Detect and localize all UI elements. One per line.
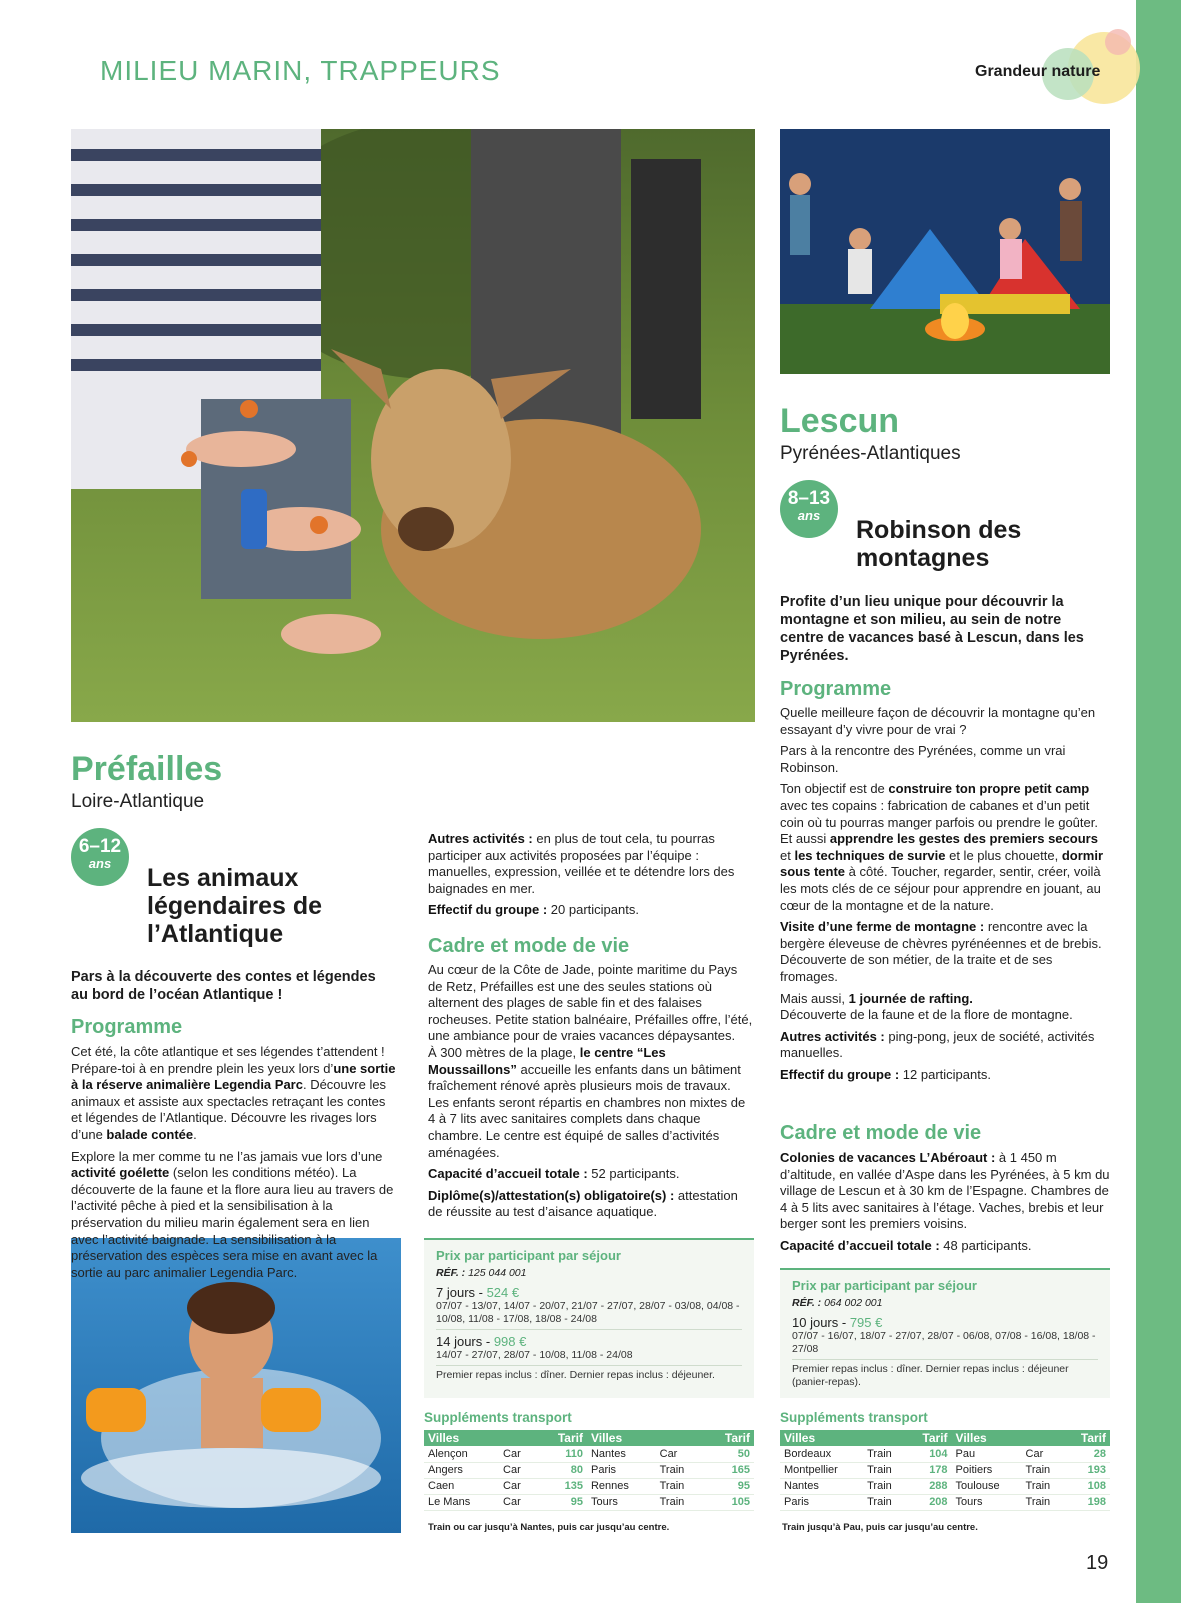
table-row: Bordeaux Train 104 Pau Car 28 xyxy=(780,1446,1110,1462)
session-dates: 07/07 - 13/07, 14/07 - 20/07, 21/07 - 27/07, 28/07 - 03/08, 04/08 - 10/08, 11/08 - 17/08, 18/08 - 24/08 xyxy=(436,1300,742,1330)
deer-children-photo xyxy=(71,129,755,722)
lescun-transport-table xyxy=(780,1430,1110,1511)
prefailles-cadre-text xyxy=(428,962,755,1221)
prefailles-programme-text xyxy=(71,1044,396,1281)
col-header: Villes xyxy=(587,1430,704,1446)
col-header: Villes xyxy=(780,1430,907,1446)
prefailles-cadre-heading: Cadre et mode de vie xyxy=(428,935,630,957)
paragraph: Au cœur de la Côte de Jade, pointe maritime du Pays de Retz, Préfailles est une des seules stations où alternent des plages de sable fin et des falaises rocheuses. Petite station balnéaire, Préfailles offre, l’été, une ambiance pour de vraies vacances dépaysantes. xyxy=(428,962,753,1044)
capacite: Capacité d’accueil totale : 52 participants. xyxy=(428,1166,680,1182)
ref-number: RÉF. : 064 002 001 xyxy=(792,1297,883,1309)
ref-number: RÉF. : 125 044 001 xyxy=(436,1267,527,1279)
paragraph: Cet été, la côte atlantique et ses légendes t’attendent ! Prépare-toi à en prendre plein les yeux lors d’une sortie à la réserve animalière Legendia Parc. Découvre les animaux et assiste aux spectacles retraçant les contes et légendes de l’Atlantique. Découvre les rivages lors d’une balade contée. xyxy=(71,1044,396,1142)
lescun-cadre-text xyxy=(780,1150,1110,1255)
prefailles-programme-heading: Programme xyxy=(71,1016,183,1038)
table-row: Montpellier Train 178 Poitiers Train 193 xyxy=(780,1462,1110,1478)
lescun-lead: Profite d’un lieu unique pour découvrir la montagne et son milieu, au sein de notre centre de vacances basé à Lescun, dans les Pyrénées. xyxy=(780,594,1084,664)
duration-price: 14 jours - 998 € xyxy=(436,1334,527,1349)
capacite: Capacité d’accueil totale : 48 participants. xyxy=(780,1237,1032,1253)
lescun-transport-footnote: Train jusqu’à Pau, puis car jusqu’au centre. xyxy=(782,1522,978,1533)
col-header: Tarif xyxy=(704,1430,754,1446)
table-row: Alençon Car 110 Nantes Car 50 xyxy=(424,1446,754,1462)
lescun-age-badge xyxy=(780,480,838,538)
age-unit: ans xyxy=(797,508,821,523)
prefailles-transport-table xyxy=(424,1430,754,1511)
age-range: 6–12 xyxy=(78,836,122,857)
col-header: Villes xyxy=(952,1430,1066,1446)
lescun-programme-heading: Programme xyxy=(780,678,892,700)
lescun-cadre-heading: Cadre et mode de vie xyxy=(780,1122,982,1144)
lescun-transport-heading: Suppléments transport xyxy=(780,1410,928,1425)
col-header: Tarif xyxy=(907,1430,952,1446)
table-row: Nantes Train 288 Toulouse Train 108 xyxy=(780,1478,1110,1494)
paragraph: Explore la mer comme tu ne l’as jamais vue lors d’une activité goélette (selon les conditions météo). La découverte de la faune et la flore aura lieu au travers de l’activité pêche à pied et la sensibilisation à la préservation du milieu marin également sera en lien avec l’activité baignade. La sensibilisation à la préservation des espèces sera mise en avant avec la sortie au parc animalier Legendia Parc. xyxy=(71,1148,394,1280)
table-row: Caen Car 135 Rennes Train 95 xyxy=(424,1478,754,1494)
lescun-programme-text xyxy=(780,705,1110,1083)
prefailles-price-box xyxy=(424,1238,754,1398)
effectif: Effectif du groupe : 20 participants. xyxy=(428,902,639,918)
col-header: Tarif xyxy=(1065,1430,1110,1446)
table-row: Paris Train 208 Tours Train 198 xyxy=(780,1494,1110,1510)
meals-note: Premier repas inclus : dîner. Dernier repas inclus : déjeuner (panier-repas). xyxy=(792,1363,1069,1388)
paragraph: Quelle meilleure façon de découvrir la montagne qu’en essayant d’y vivre pour de vrai ? xyxy=(780,705,1096,737)
green-sidebar xyxy=(1136,0,1181,1603)
table-row: Le Mans Car 95 Tours Train 105 xyxy=(424,1494,754,1510)
table-row: Angers Car 80 Paris Train 165 xyxy=(424,1462,754,1478)
paragraph: Visite d’une ferme de montagne : rencontre avec la bergère éleveuse de chèvres pyrénéennes et de brebis. Découverte de son métier, de la traite et de ses fromages. xyxy=(780,919,1102,984)
age-range: 8–13 xyxy=(787,488,831,509)
prefailles-region: Loire-Atlantique xyxy=(71,791,205,812)
page-number: 19 xyxy=(1086,1552,1109,1574)
diplome: Diplôme(s)/attestation(s) obligatoire(s) : attestation de réussite au test d’aisance aquatique. xyxy=(428,1187,738,1220)
duration-price: 10 jours - 795 € xyxy=(792,1315,883,1330)
session-dates: 07/07 - 16/07, 18/07 - 27/07, 28/07 - 06/08, 07/08 - 16/08, 18/08 - 27/08 xyxy=(792,1330,1098,1360)
effectif: Effectif du groupe : 12 participants. xyxy=(780,1066,991,1082)
title-line: Robinson des xyxy=(856,516,1022,544)
paragraph: Pars à la rencontre des Pyrénées, comme un vrai Robinson. xyxy=(780,743,1066,775)
prefailles-transport-heading: Suppléments transport xyxy=(424,1410,572,1425)
page-title: MILIEU MARIN, TRAPPEURS xyxy=(100,55,501,86)
autres-activites: Autres activités : en plus de tout cela, tu pourras participer aux activités proposées par l’équipe : manuelles, expression, veillée et te détendre lors des baignades en mer. xyxy=(428,831,735,896)
prefailles-column-2 xyxy=(428,757,750,919)
lescun-sejour-title xyxy=(856,516,1086,572)
lescun-price-box xyxy=(780,1268,1110,1398)
title-line: légendaires de xyxy=(147,892,323,920)
price-heading: Prix par participant par séjour xyxy=(436,1248,621,1263)
prefailles-transport-footnote: Train ou car jusqu’à Nantes, puis car jusqu’au centre. xyxy=(428,1522,670,1533)
price-heading: Prix par participant par séjour xyxy=(792,1278,977,1293)
prefailles-lead: Pars à la découverte des contes et légendes au bord de l’océan Atlantique ! xyxy=(71,969,376,1003)
title-line: l’Atlantique xyxy=(147,920,284,948)
paragraph: Ton objectif est de construire ton propre petit camp avec tes copains : fabrication de cabanes et d’un petit coin où tu pourras manger parfois ou prendre le goûter. Et aussi apprendre les gestes des premiers secours et les techniques de survie et le plus chouette, dormir sous tente à côté. Toucher, regarder, sentir, créer, voilà les mots clés de ce séjour pour apprendre en jouant, au cœur de la montagne et de la nature. xyxy=(780,781,1104,913)
swimming-child-photo xyxy=(71,1238,401,1533)
lescun-region: Pyrénées-Atlantiques xyxy=(780,443,961,464)
title-line: Les animaux xyxy=(147,864,299,892)
paragraph: Découverte de la faune et de la flore de montagne. xyxy=(780,1007,1073,1023)
paragraph: Colonies de vacances L’Abéroaut : à 1 450 m d’altitude, en vallée d’Aspe dans les Pyrénées, à 5 km du village de Lescun et à 30 km de l’Espagne. Chambres de 4 à 5 lits avec sanitaires à l’étage. Vaches, brebis et leur berger sont les premiers voisins. xyxy=(780,1150,1110,1232)
prefailles-place: Préfailles xyxy=(71,750,223,788)
paragraph: Mais aussi, 1 journée de rafting. xyxy=(780,990,973,1006)
meals-note: Premier repas inclus : dîner. Dernier repas inclus : déjeuner. xyxy=(436,1369,715,1381)
duration-price: 7 jours - 524 € xyxy=(436,1285,520,1300)
lescun-place: Lescun xyxy=(780,402,900,440)
col-header: Villes xyxy=(424,1430,537,1446)
session-dates: 14/07 - 27/07, 28/07 - 10/08, 11/08 - 24/08 xyxy=(436,1349,742,1366)
col-header: Tarif xyxy=(537,1430,587,1446)
autres-activites: Autres activités : ping-pong, jeux de société, activités manuelles. xyxy=(780,1028,1095,1061)
title-line: montagnes xyxy=(856,544,990,572)
campfire-photo xyxy=(780,129,1110,374)
prefailles-sejour-title xyxy=(147,864,377,948)
paragraph: À 300 mètres de la plage, le centre “Les Moussaillons” accueille les enfants dans un bâtiment fraîchement rénové après plusieurs mois de travaux. Les enfants seront répartis en chambres non mixtes de 4 à 7 lits avec sanitaires complets dans chaque chambre. Le centre est équipé de salles d’activités aménagées. xyxy=(428,1044,746,1160)
prefailles-age-badge xyxy=(71,828,129,886)
age-unit: ans xyxy=(88,856,112,871)
brand-label: Grandeur nature xyxy=(975,63,1101,80)
